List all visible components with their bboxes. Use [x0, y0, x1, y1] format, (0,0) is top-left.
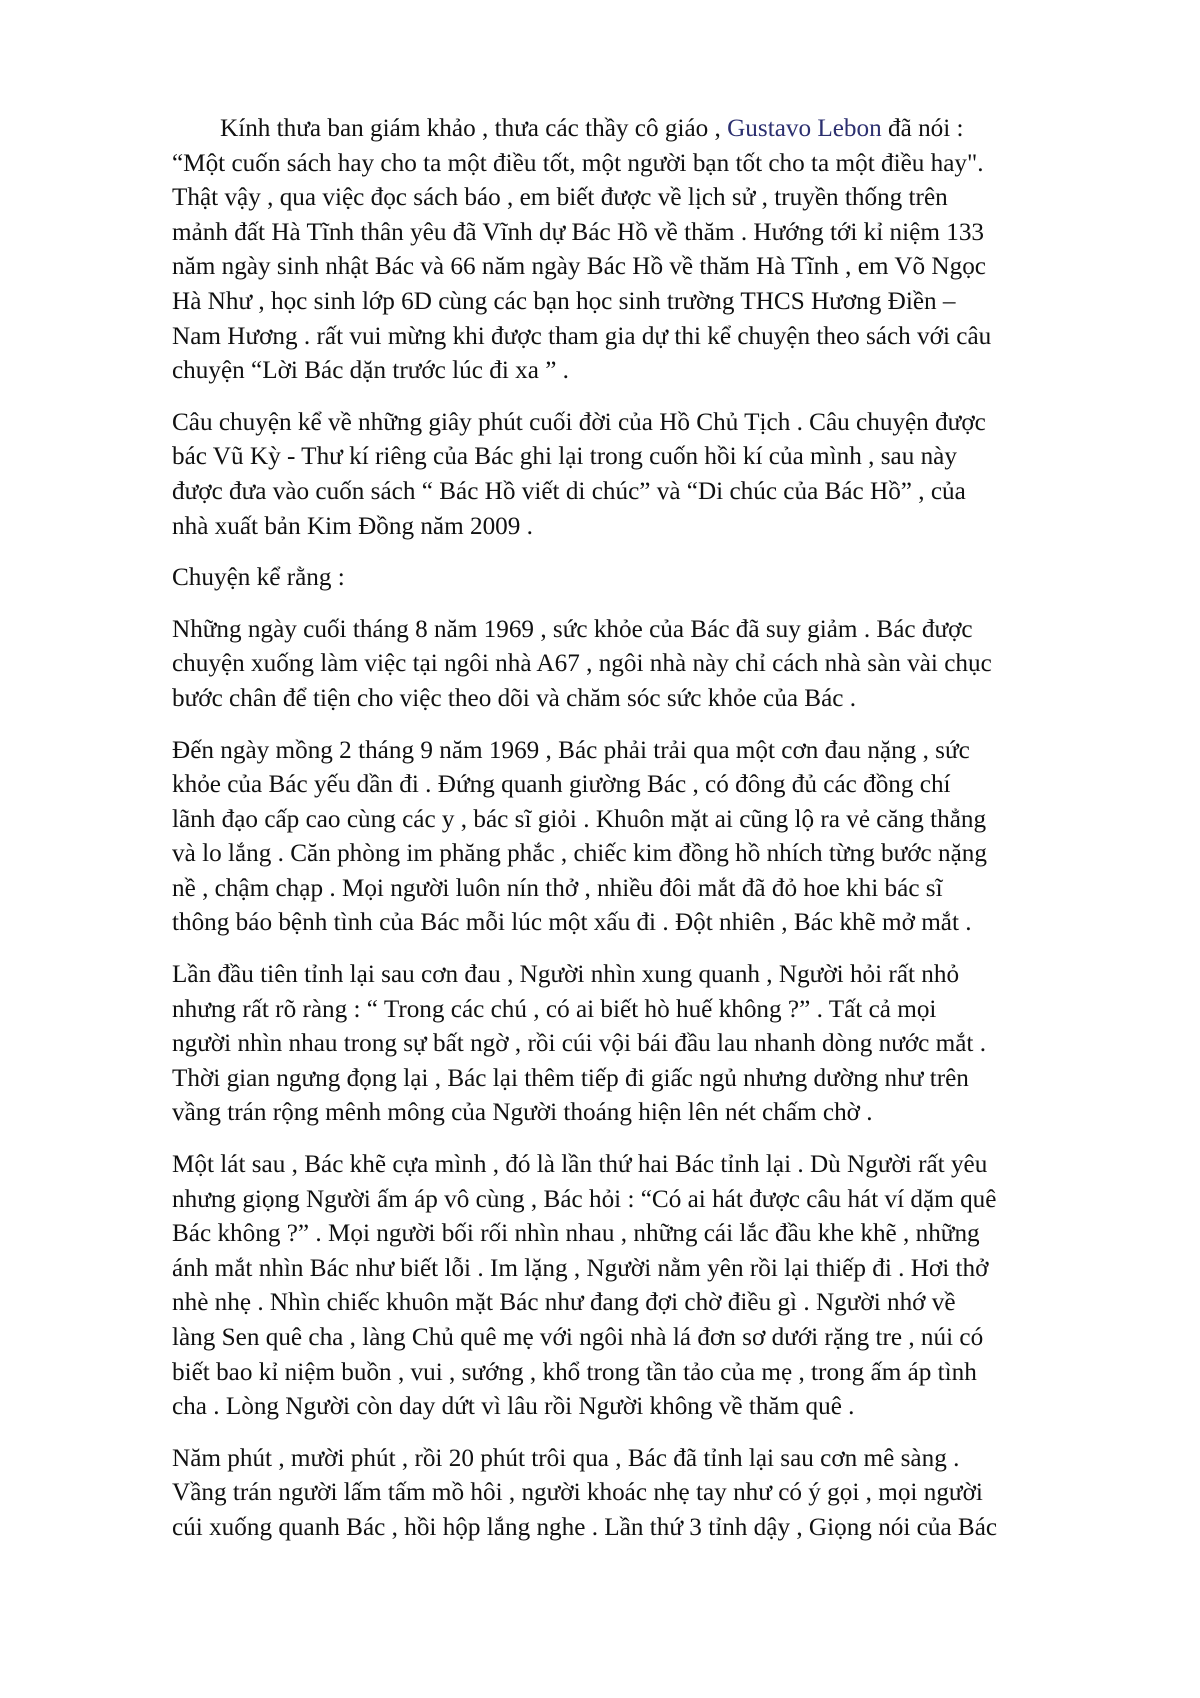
intro-paragraph: [172, 112, 1114, 389]
document-page: [172, 112, 1114, 1563]
story-paragraph: Một lát sau , Bác khẽ cựa mình , đó là lần thứ hai Bác tỉnh lại . Dù Người rất yêu nhưng giọng Người ấm áp vô cùng , Bác hỏi : “Có ai hát được câu hát ví dặm quê Bác không ?” . Mọi người bối rối nhìn nhau , những cái lắc đầu khe khẽ , những ánh mắt nhìn Bác như biết lỗi . Im lặng , Người nằm yên rồi lại thiếp đi . Hơi thở nhè nhẹ . Nhìn chiếc khuôn mặt Bác như đang đợi chờ điều gì . Người nhớ về làng Sen quê cha , làng Chủ quê mẹ với ngôi nhà lá đơn sơ dưới rặng tre , núi có biết bao kỉ niệm buồn , vui , sướng , khổ trong tần tảo của mẹ , trong ấm áp tình cha . Lòng Người còn day dứt vì lâu rồi Người không về thăm quê .: [172, 1151, 997, 1421]
story-paragraph: Năm phút , mười phút , rồi 20 phút trôi qua , Bác đã tỉnh lại sau cơn mê sàng . Vầng trán người lấm tấm mồ hôi , người khoác nhẹ tay như có ý gọi , mọi người cúi xuống quanh Bác , hồi hộp lắng nghe . Lần thứ 3 tỉnh dậy , Giọng nói của Bác: [172, 1444, 998, 1541]
quote-author: Gustavo Lebon: [727, 115, 882, 142]
story-paragraph: Lần đầu tiên tỉnh lại sau cơn đau , Người nhìn xung quanh , Người hỏi rất nhỏ nhưng rất rõ ràng : “ Trong các chú , có ai biết hò huế không ?” . Tất cả mọi người nhìn nhau trong sự bất ngờ , rồi cúi vội bái đầu lau nhanh dòng nước mắt . Thời gian ngưng đọng lại , Bác lại thêm tiếp đi giấc ngủ nhưng dường như trên vầng trán rộng mênh mông của Người thoáng hiện lên nét chấm chờ .: [172, 961, 987, 1127]
intro-text-start: Kính thưa ban giám khảo , thưa các thầy cô giáo ,: [220, 115, 721, 142]
story-lead-paragraph: Chuyện kể rằng :: [172, 564, 345, 592]
story-source-paragraph: Câu chuyện kể về những giây phút cuối đời của Hồ Chủ Tịch . Câu chuyện được bác Vũ Kỳ - Thư kí riêng của Bác ghi lại trong cuốn hồi kí của mình , sau này được đưa vào cuốn sách “ Bác Hồ viết di chúc” và “Di chúc của Bác Hồ” , của nhà xuất bản Kim Đồng năm 2009 .: [172, 408, 986, 540]
story-paragraph: Đến ngày mồng 2 tháng 9 năm 1969 , Bác phải trải qua một cơn đau nặng , sức khỏe của Bác yếu dần đi . Đứng quanh giường Bác , có đông đủ các đồng chí lãnh đạo cấp cao cùng các y , bác sĩ giỏi . Khuôn mặt ai cũng lộ ra vẻ căng thẳng và lo lắng . Căn phòng im phăng phắc , chiếc kim đồng hồ nhích từng bước nặng nề , chậm chạp . Mọi người luôn nín thở , nhiều đôi mắt đã đỏ hoe khi bác sĩ thông báo bệnh tình của Bác mỗi lúc một xấu đi . Đột nhiên , Bác khẽ mở mắt .: [172, 736, 987, 937]
intro-text-rest: đã nói : “Một cuốn sách hay cho ta một điều tốt, một người bạn tốt cho ta một điều hay". Thật vậy , qua việc đọc sách báo , em biết được về lịch sử , truyền thống trên mảnh đất Hà Tĩnh thân yêu đã Vĩnh dự Bác Hồ về thăm . Hướng tới kỉ niệm 133 năm ngày sinh nhật Bác và 66 năm ngày Bác Hồ về thăm Hà Tĩnh , em Võ Ngọc Hà Như , học sinh lớp 6D cùng các bạn học sinh trường THCS Hương Điền – Nam Hương . rất vui mừng khi được tham gia dự thi kể chuyện theo sách với câu chuyện “Lời Bác dặn trước lúc đi xa ” .: [172, 115, 992, 385]
story-paragraph: Những ngày cuối tháng 8 năm 1969 , sức khỏe của Bác đã suy giảm . Bác được chuyện xuống làm việc tại ngôi nhà A67 , ngôi nhà này chỉ cách nhà sàn vài chục bước chân để tiện cho việc theo dõi và chăm sóc sức khỏe của Bác .: [172, 615, 992, 712]
